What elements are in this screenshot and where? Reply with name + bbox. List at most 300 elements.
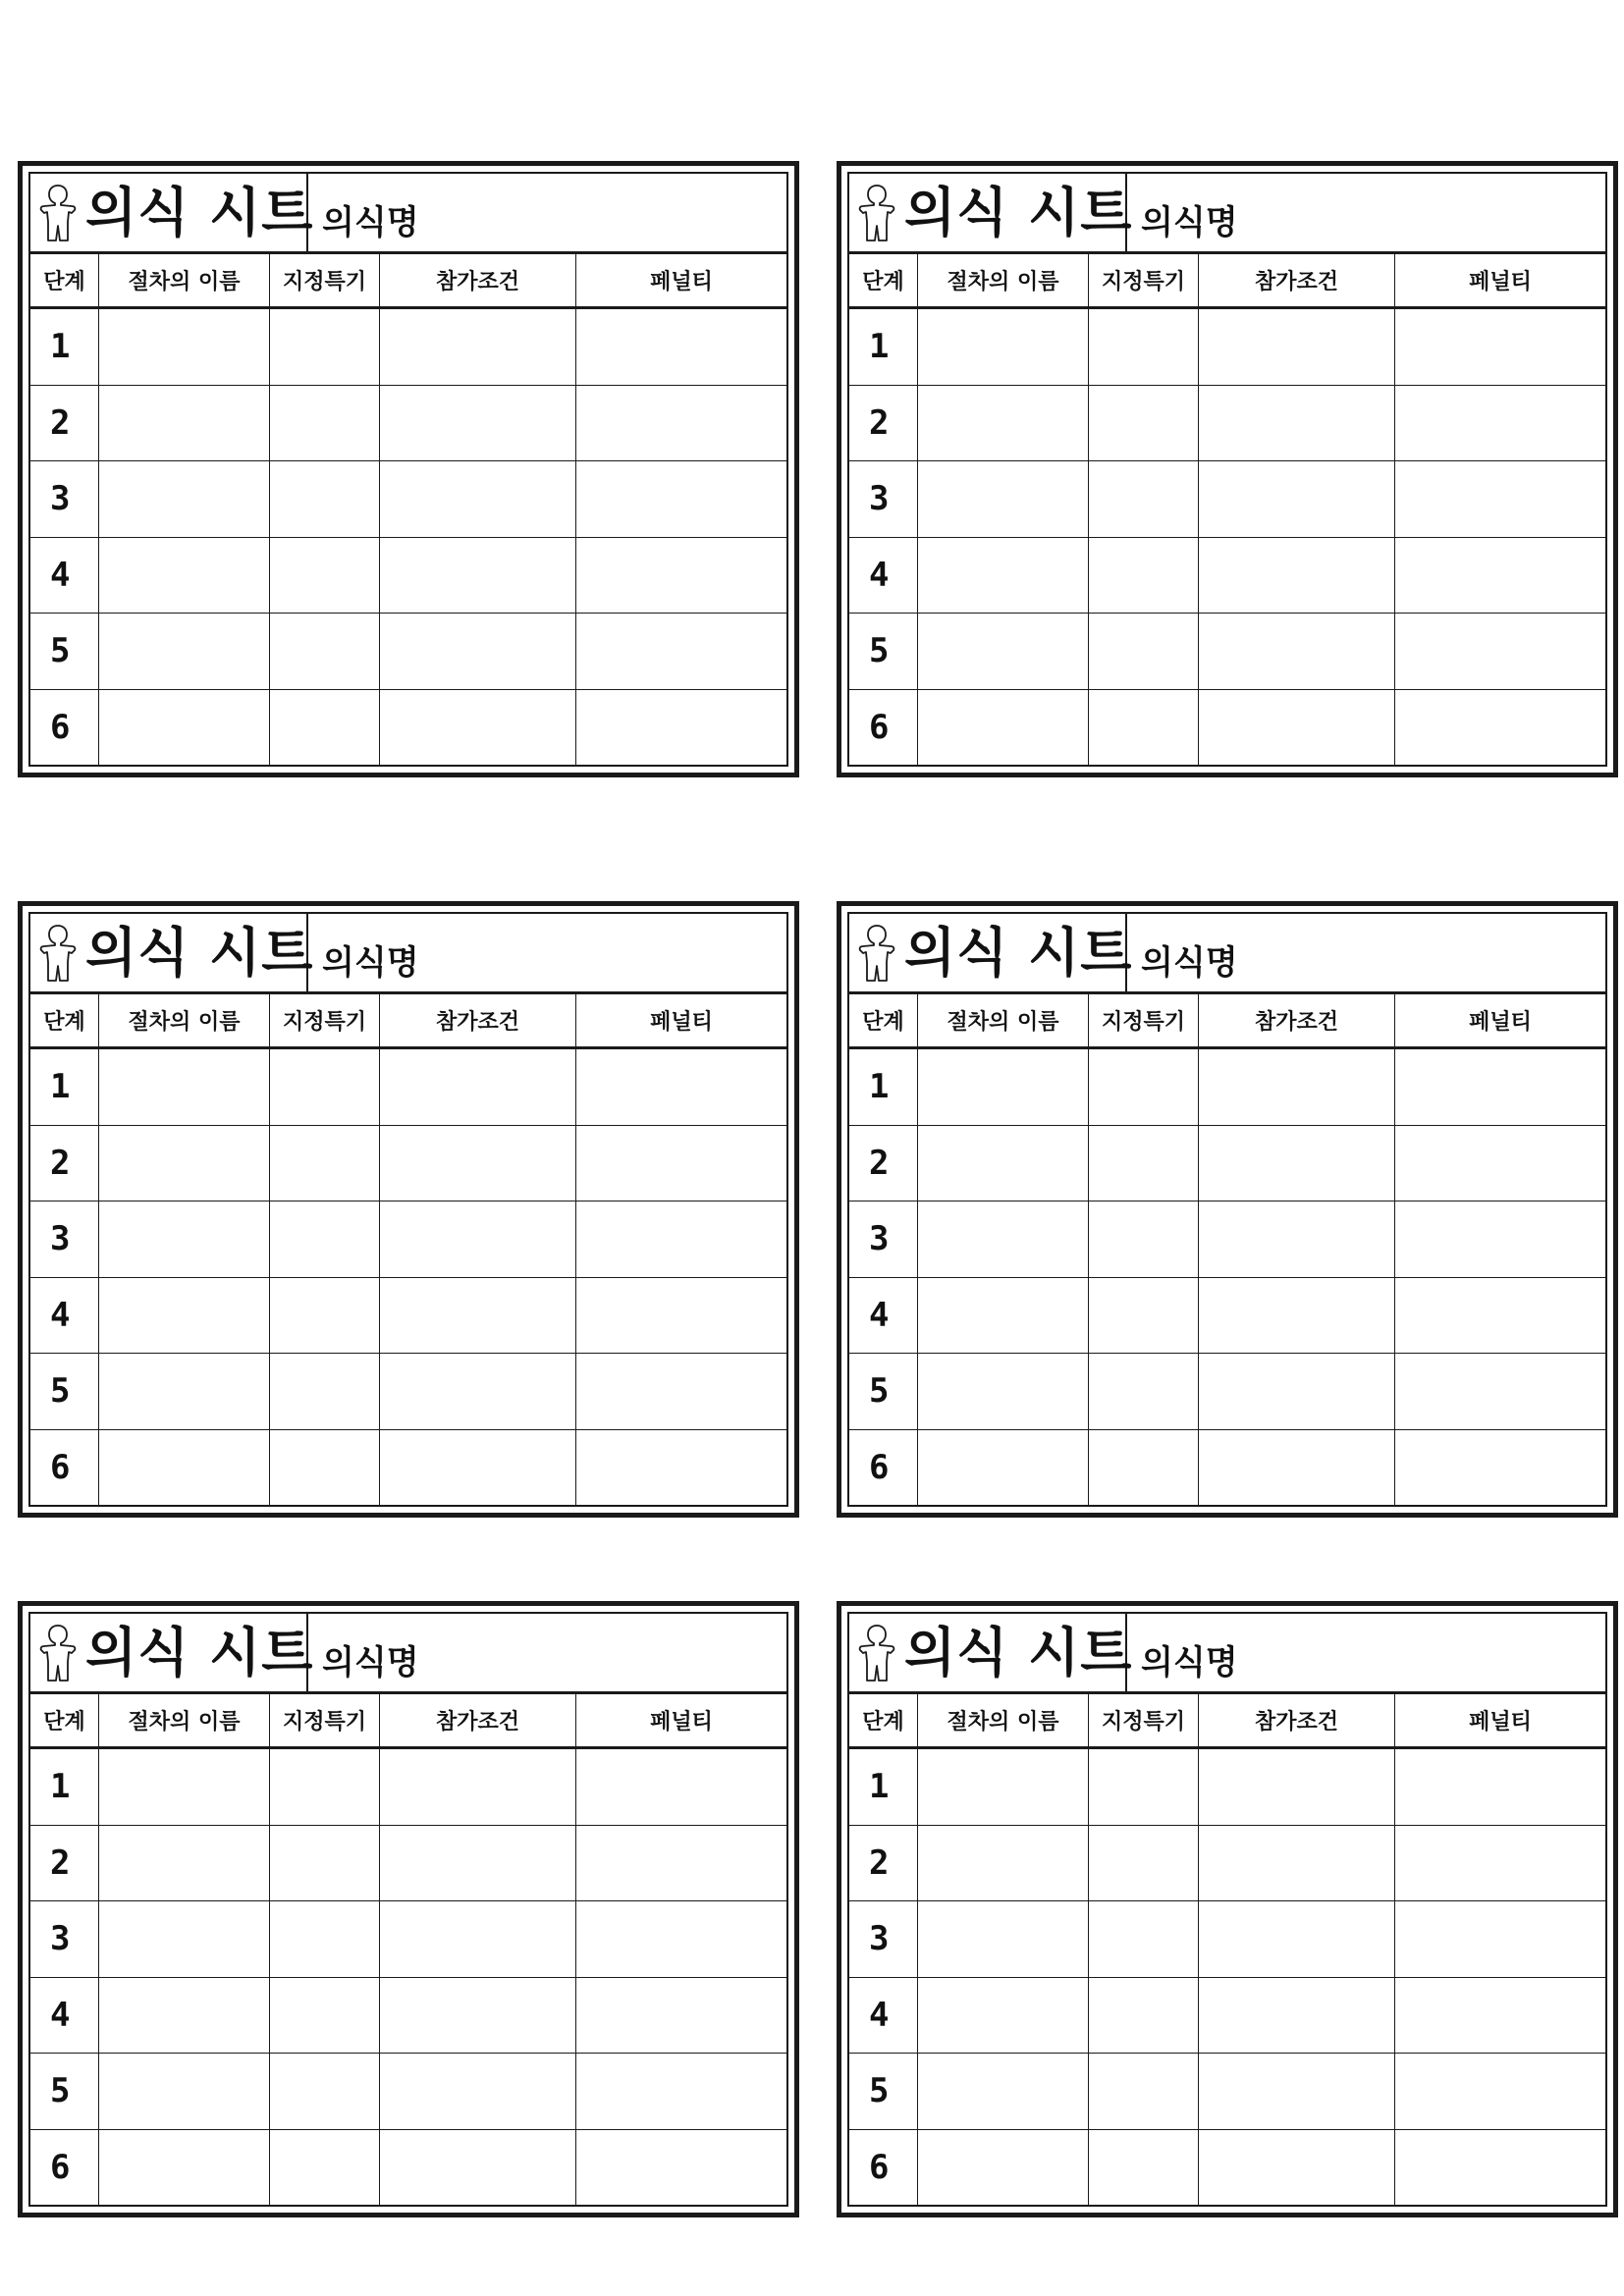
specialty-cell[interactable]: [1089, 1126, 1199, 1201]
column-header-specialty: 지정특기: [1089, 994, 1199, 1046]
procedure-name-cell[interactable]: [99, 1430, 270, 1506]
table-row: [849, 309, 1605, 386]
penalty-cell[interactable]: [576, 1430, 786, 1506]
procedure-name-cell[interactable]: [99, 614, 270, 689]
specialty-cell[interactable]: [270, 1901, 380, 1977]
ritual-sheet: [837, 901, 1618, 1518]
table-row: [849, 1354, 1605, 1430]
table-row: [849, 1901, 1605, 1978]
procedure-name-cell[interactable]: [918, 614, 1089, 689]
table-row: [30, 2054, 786, 2130]
sheet-title-bar: [30, 1614, 786, 1694]
procedure-name-cell[interactable]: [99, 2130, 270, 2206]
penalty-cell[interactable]: [576, 614, 786, 689]
condition-cell[interactable]: [1199, 1901, 1395, 1977]
specialty-cell[interactable]: [270, 2130, 380, 2206]
table-row: [849, 2130, 1605, 2206]
person-icon: [857, 183, 896, 243]
table-row: [30, 1901, 786, 1978]
column-header-step: 단계: [849, 1694, 918, 1746]
penalty-cell[interactable]: [1395, 690, 1605, 766]
table-row: [30, 538, 786, 614]
column-header-specialty: 지정특기: [270, 254, 380, 306]
penalty-cell[interactable]: [576, 1201, 786, 1277]
sheet-title: 의식 시트: [85, 1621, 314, 1683]
condition-cell[interactable]: [1199, 614, 1395, 689]
procedure-name-cell[interactable]: [99, 538, 270, 614]
step-number: 6: [849, 690, 918, 766]
ritual-sheet-frame: [28, 172, 788, 767]
table-row: [849, 538, 1605, 614]
step-number: 1: [30, 1049, 99, 1125]
column-header-penalty: 페널티: [1469, 1010, 1532, 1035]
table-header-row: [849, 1694, 1605, 1749]
step-number: 6: [30, 1430, 99, 1506]
procedure-name-cell[interactable]: [918, 2130, 1089, 2206]
procedure-name-cell[interactable]: [99, 1278, 270, 1354]
procedure-name-cell[interactable]: [918, 1901, 1089, 1977]
table-row: [30, 1826, 786, 1902]
table-header-row: [30, 254, 786, 309]
condition-cell[interactable]: [1199, 690, 1395, 766]
ritual-sheet-frame: [847, 912, 1607, 1507]
ritual-sheet: [18, 161, 799, 777]
condition-cell[interactable]: [380, 1978, 576, 2054]
procedure-name-cell[interactable]: [99, 2054, 270, 2129]
step-number: 3: [30, 1901, 99, 1977]
column-header-penalty: 페널티: [650, 1710, 713, 1735]
penalty-cell[interactable]: [1395, 1278, 1605, 1354]
step-number: 4: [30, 538, 99, 614]
column-header-specialty: 지정특기: [1089, 1694, 1199, 1746]
step-number: 2: [30, 1126, 99, 1201]
penalty-cell[interactable]: [1395, 1049, 1605, 1125]
penalty-cell[interactable]: [576, 2054, 786, 2129]
table-body: [849, 1049, 1605, 1505]
procedure-name-cell[interactable]: [918, 1354, 1089, 1429]
ritual-sheet-frame: [28, 912, 788, 1507]
procedure-name-cell[interactable]: [918, 1278, 1089, 1354]
ritual-name-field[interactable]: [308, 1614, 786, 1691]
condition-cell[interactable]: [1199, 386, 1395, 461]
column-header-specialty: 지정특기: [270, 1694, 380, 1746]
table-header-row: [849, 254, 1605, 309]
condition-cell[interactable]: [1199, 2054, 1395, 2129]
person-icon: [857, 923, 896, 984]
person-icon: [38, 1623, 78, 1683]
step-number: 4: [849, 538, 918, 614]
penalty-cell[interactable]: [576, 1901, 786, 1977]
specialty-cell[interactable]: [1089, 386, 1199, 461]
condition-cell[interactable]: [380, 2054, 576, 2129]
sheet-title-area: [30, 174, 314, 251]
condition-cell[interactable]: [380, 461, 576, 537]
penalty-cell[interactable]: [576, 2130, 786, 2206]
column-header-condition: 참가조건: [380, 994, 576, 1046]
ritual-name-field[interactable]: [1127, 914, 1605, 991]
procedure-name-cell[interactable]: [918, 1826, 1089, 1901]
table-row: [849, 461, 1605, 538]
specialty-cell[interactable]: [270, 1430, 380, 1506]
step-number: 4: [30, 1278, 99, 1354]
step-number: 3: [849, 1201, 918, 1277]
step-number: 5: [30, 1354, 99, 1429]
condition-cell[interactable]: [380, 386, 576, 461]
condition-cell[interactable]: [1199, 538, 1395, 614]
condition-cell[interactable]: [1199, 461, 1395, 537]
condition-cell[interactable]: [380, 1430, 576, 1506]
penalty-cell[interactable]: [1395, 1201, 1605, 1277]
specialty-cell[interactable]: [270, 1978, 380, 2054]
condition-cell[interactable]: [1199, 1978, 1395, 2054]
specialty-cell[interactable]: [1089, 1201, 1199, 1277]
specialty-cell[interactable]: [270, 1278, 380, 1354]
table-row: [30, 1749, 786, 1826]
person-icon: [38, 183, 78, 243]
procedure-name-cell[interactable]: [918, 461, 1089, 537]
procedure-name-cell[interactable]: [918, 1201, 1089, 1277]
table-row: [849, 1049, 1605, 1126]
procedure-name-cell[interactable]: [99, 1901, 270, 1977]
column-header-condition: 참가조건: [380, 254, 576, 306]
specialty-cell[interactable]: [1089, 1430, 1199, 1506]
column-header-step: 단계: [30, 994, 99, 1046]
step-number: 5: [849, 1354, 918, 1429]
specialty-cell[interactable]: [1089, 614, 1199, 689]
procedure-name-cell[interactable]: [918, 1430, 1089, 1506]
table-row: [30, 2130, 786, 2206]
sheet-title-area: [849, 914, 1133, 991]
step-number: 2: [30, 1826, 99, 1901]
procedure-name-cell[interactable]: [99, 386, 270, 461]
step-number: 3: [30, 1201, 99, 1277]
table-row: [30, 1049, 786, 1126]
table-row: [849, 1749, 1605, 1826]
condition-cell[interactable]: [380, 538, 576, 614]
procedure-name-cell[interactable]: [99, 1978, 270, 2054]
condition-cell[interactable]: [380, 1049, 576, 1125]
condition-cell[interactable]: [380, 614, 576, 689]
condition-cell[interactable]: [1199, 1430, 1395, 1506]
penalty-cell[interactable]: [1395, 2130, 1605, 2206]
sheet-title: 의식 시트: [904, 181, 1133, 243]
penalty-cell[interactable]: [576, 1278, 786, 1354]
table-row: [849, 386, 1605, 462]
table-row: [30, 461, 786, 538]
sheet-title-bar: [849, 1614, 1605, 1694]
specialty-cell[interactable]: [1089, 2054, 1199, 2129]
sheet-title-area: [30, 1614, 314, 1691]
ritual-sheet: [18, 901, 799, 1518]
ritual-name-label: 의식명: [1141, 203, 1238, 242]
table-row: [849, 1978, 1605, 2055]
table-row: [30, 614, 786, 690]
table-body: [30, 1049, 786, 1505]
specialty-cell[interactable]: [1089, 1354, 1199, 1429]
ritual-name-label: 의식명: [322, 1643, 419, 1682]
specialty-cell[interactable]: [1089, 1978, 1199, 2054]
specialty-cell[interactable]: [1089, 1278, 1199, 1354]
specialty-cell[interactable]: [270, 461, 380, 537]
sheet-title-bar: [30, 914, 786, 994]
penalty-cell[interactable]: [1395, 1749, 1605, 1825]
column-header-procedure-name: 절차의 이름: [99, 994, 270, 1046]
step-number: 6: [849, 2130, 918, 2206]
table-body: [849, 1749, 1605, 2205]
sheet-title-bar: [30, 174, 786, 254]
penalty-cell[interactable]: [576, 1826, 786, 1901]
penalty-cell[interactable]: [1395, 1826, 1605, 1901]
step-number: 3: [849, 1901, 918, 1977]
column-header-procedure-name: 절차의 이름: [918, 994, 1089, 1046]
procedure-name-cell[interactable]: [99, 1354, 270, 1429]
penalty-cell[interactable]: [576, 1978, 786, 2054]
column-header-condition: 참가조건: [1199, 994, 1395, 1046]
specialty-cell[interactable]: [270, 386, 380, 461]
penalty-cell[interactable]: [576, 690, 786, 766]
procedure-name-cell[interactable]: [99, 1126, 270, 1201]
procedure-name-cell[interactable]: [918, 690, 1089, 766]
condition-cell[interactable]: [1199, 1354, 1395, 1429]
procedure-name-cell[interactable]: [918, 1126, 1089, 1201]
penalty-cell[interactable]: [576, 461, 786, 537]
table-header-row: [849, 994, 1605, 1049]
penalty-cell[interactable]: [576, 1049, 786, 1125]
table-row: [30, 1278, 786, 1355]
table-row: [849, 1201, 1605, 1278]
penalty-cell[interactable]: [576, 386, 786, 461]
column-header-penalty: 페널티: [1469, 1710, 1532, 1735]
column-header-procedure-name: 절차의 이름: [918, 1694, 1089, 1746]
specialty-cell[interactable]: [270, 538, 380, 614]
step-number: 5: [849, 2054, 918, 2129]
specialty-cell[interactable]: [1089, 690, 1199, 766]
step-number: 5: [849, 614, 918, 689]
specialty-cell[interactable]: [1089, 1901, 1199, 1977]
sheet-title-bar: [849, 174, 1605, 254]
sheet-title-bar: [849, 914, 1605, 994]
condition-cell[interactable]: [1199, 1749, 1395, 1825]
specialty-cell[interactable]: [270, 1749, 380, 1825]
sheet-title: 의식 시트: [85, 181, 314, 243]
column-header-step: 단계: [849, 994, 918, 1046]
step-number: 5: [30, 614, 99, 689]
step-number: 2: [849, 1826, 918, 1901]
ritual-name-label: 의식명: [322, 943, 419, 983]
condition-cell[interactable]: [1199, 1201, 1395, 1277]
condition-cell[interactable]: [380, 309, 576, 385]
step-number: 3: [30, 461, 99, 537]
column-header-step: 단계: [30, 254, 99, 306]
condition-cell[interactable]: [380, 1354, 576, 1429]
specialty-cell[interactable]: [270, 614, 380, 689]
table-body: [849, 309, 1605, 765]
specialty-cell[interactable]: [270, 1826, 380, 1901]
penalty-cell[interactable]: [1395, 614, 1605, 689]
table-row: [30, 386, 786, 462]
penalty-cell[interactable]: [1395, 2054, 1605, 2129]
step-number: 1: [30, 1749, 99, 1825]
step-number: 2: [849, 1126, 918, 1201]
specialty-cell[interactable]: [270, 1201, 380, 1277]
column-header-condition: 참가조건: [1199, 1694, 1395, 1746]
column-header-step: 단계: [849, 254, 918, 306]
procedure-name-cell[interactable]: [99, 1826, 270, 1901]
ritual-sheet: [837, 161, 1618, 777]
procedure-name-cell[interactable]: [99, 1201, 270, 1277]
procedure-name-cell[interactable]: [99, 461, 270, 537]
penalty-cell[interactable]: [576, 309, 786, 385]
column-header-procedure-name: 절차의 이름: [99, 1694, 270, 1746]
ritual-name-field[interactable]: [308, 174, 786, 251]
penalty-cell[interactable]: [1395, 1354, 1605, 1429]
step-number: 6: [30, 2130, 99, 2206]
ritual-name-field[interactable]: [1127, 1614, 1605, 1691]
condition-cell[interactable]: [380, 1826, 576, 1901]
sheet-title: 의식 시트: [904, 1621, 1133, 1683]
table-row: [30, 1430, 786, 1506]
step-number: 1: [849, 1049, 918, 1125]
procedure-name-cell[interactable]: [99, 1049, 270, 1125]
condition-cell[interactable]: [1199, 1826, 1395, 1901]
column-header-condition: 참가조건: [1199, 254, 1395, 306]
specialty-cell[interactable]: [270, 690, 380, 766]
column-header-specialty: 지정특기: [270, 994, 380, 1046]
ritual-sheet-frame: [847, 1612, 1607, 2207]
procedure-name-cell[interactable]: [918, 538, 1089, 614]
step-number: 5: [30, 2054, 99, 2129]
sheet-title: 의식 시트: [85, 921, 314, 984]
procedure-name-cell[interactable]: [918, 2054, 1089, 2129]
condition-cell[interactable]: [1199, 1126, 1395, 1201]
sheet-title: 의식 시트: [904, 921, 1133, 984]
table-row: [849, 2054, 1605, 2130]
table-body: [30, 1749, 786, 2205]
penalty-cell[interactable]: [576, 1354, 786, 1429]
step-number: 2: [30, 386, 99, 461]
procedure-name-cell[interactable]: [918, 1049, 1089, 1125]
step-number: 2: [849, 386, 918, 461]
ritual-sheet-frame: [28, 1612, 788, 2207]
condition-cell[interactable]: [1199, 1049, 1395, 1125]
specialty-cell[interactable]: [1089, 1826, 1199, 1901]
procedure-name-cell[interactable]: [99, 690, 270, 766]
condition-cell[interactable]: [380, 690, 576, 766]
penalty-cell[interactable]: [1395, 386, 1605, 461]
step-number: 3: [849, 461, 918, 537]
table-row: [849, 1278, 1605, 1355]
table-row: [30, 309, 786, 386]
specialty-cell[interactable]: [270, 2054, 380, 2129]
specialty-cell[interactable]: [270, 1049, 380, 1125]
sheet-title-area: [30, 914, 314, 991]
condition-cell[interactable]: [380, 2130, 576, 2206]
procedure-name-cell[interactable]: [918, 309, 1089, 385]
ritual-name-label: 의식명: [322, 203, 419, 242]
specialty-cell[interactable]: [1089, 1749, 1199, 1825]
table-row: [30, 1978, 786, 2055]
penalty-cell[interactable]: [1395, 538, 1605, 614]
ritual-name-field[interactable]: [1127, 174, 1605, 251]
table-row: [849, 1430, 1605, 1506]
column-header-condition: 참가조건: [380, 1694, 576, 1746]
table-row: [849, 614, 1605, 690]
column-header-penalty: 페널티: [1469, 270, 1532, 294]
ritual-sheet: [18, 1601, 799, 2217]
step-number: 4: [849, 1278, 918, 1354]
ritual-name-field[interactable]: [308, 914, 786, 991]
procedure-name-cell[interactable]: [918, 386, 1089, 461]
specialty-cell[interactable]: [270, 1354, 380, 1429]
condition-cell[interactable]: [1199, 2130, 1395, 2206]
table-row: [30, 690, 786, 766]
procedure-name-cell[interactable]: [99, 1749, 270, 1825]
specialty-cell[interactable]: [270, 1126, 380, 1201]
table-row: [849, 1826, 1605, 1902]
ritual-sheet: [837, 1601, 1618, 2217]
specialty-cell[interactable]: [1089, 309, 1199, 385]
ritual-name-label: 의식명: [1141, 943, 1238, 983]
penalty-cell[interactable]: [1395, 1978, 1605, 2054]
table-row: [30, 1126, 786, 1202]
table-body: [30, 309, 786, 765]
table-row: [30, 1201, 786, 1278]
penalty-cell[interactable]: [576, 1126, 786, 1201]
procedure-name-cell[interactable]: [918, 1978, 1089, 2054]
specialty-cell[interactable]: [1089, 2130, 1199, 2206]
condition-cell[interactable]: [1199, 309, 1395, 385]
procedure-name-cell[interactable]: [918, 1749, 1089, 1825]
table-header-row: [30, 994, 786, 1049]
penalty-cell[interactable]: [1395, 1430, 1605, 1506]
procedure-name-cell[interactable]: [99, 309, 270, 385]
step-number: 4: [849, 1978, 918, 2054]
sheet-title-area: [849, 174, 1133, 251]
step-number: 1: [849, 1749, 918, 1825]
penalty-cell[interactable]: [576, 538, 786, 614]
penalty-cell[interactable]: [576, 1749, 786, 1825]
penalty-cell[interactable]: [1395, 1126, 1605, 1201]
specialty-cell[interactable]: [1089, 538, 1199, 614]
condition-cell[interactable]: [380, 1126, 576, 1201]
person-icon: [38, 923, 78, 984]
step-number: 1: [849, 309, 918, 385]
condition-cell[interactable]: [380, 1749, 576, 1825]
step-number: 6: [849, 1430, 918, 1506]
table-row: [30, 1354, 786, 1430]
step-number: 1: [30, 309, 99, 385]
specialty-cell[interactable]: [1089, 1049, 1199, 1125]
column-header-procedure-name: 절차의 이름: [99, 254, 270, 306]
condition-cell[interactable]: [380, 1278, 576, 1354]
condition-cell[interactable]: [1199, 1278, 1395, 1354]
person-icon: [857, 1623, 896, 1683]
column-header-penalty: 페널티: [650, 270, 713, 294]
column-header-penalty: 페널티: [650, 1010, 713, 1035]
ritual-name-label: 의식명: [1141, 1643, 1238, 1682]
specialty-cell[interactable]: [270, 309, 380, 385]
penalty-cell[interactable]: [1395, 309, 1605, 385]
penalty-cell[interactable]: [1395, 1901, 1605, 1977]
specialty-cell[interactable]: [1089, 461, 1199, 537]
condition-cell[interactable]: [380, 1901, 576, 1977]
column-header-specialty: 지정특기: [1089, 254, 1199, 306]
step-number: 4: [30, 1978, 99, 2054]
penalty-cell[interactable]: [1395, 461, 1605, 537]
condition-cell[interactable]: [380, 1201, 576, 1277]
step-number: 6: [30, 690, 99, 766]
table-row: [849, 690, 1605, 766]
